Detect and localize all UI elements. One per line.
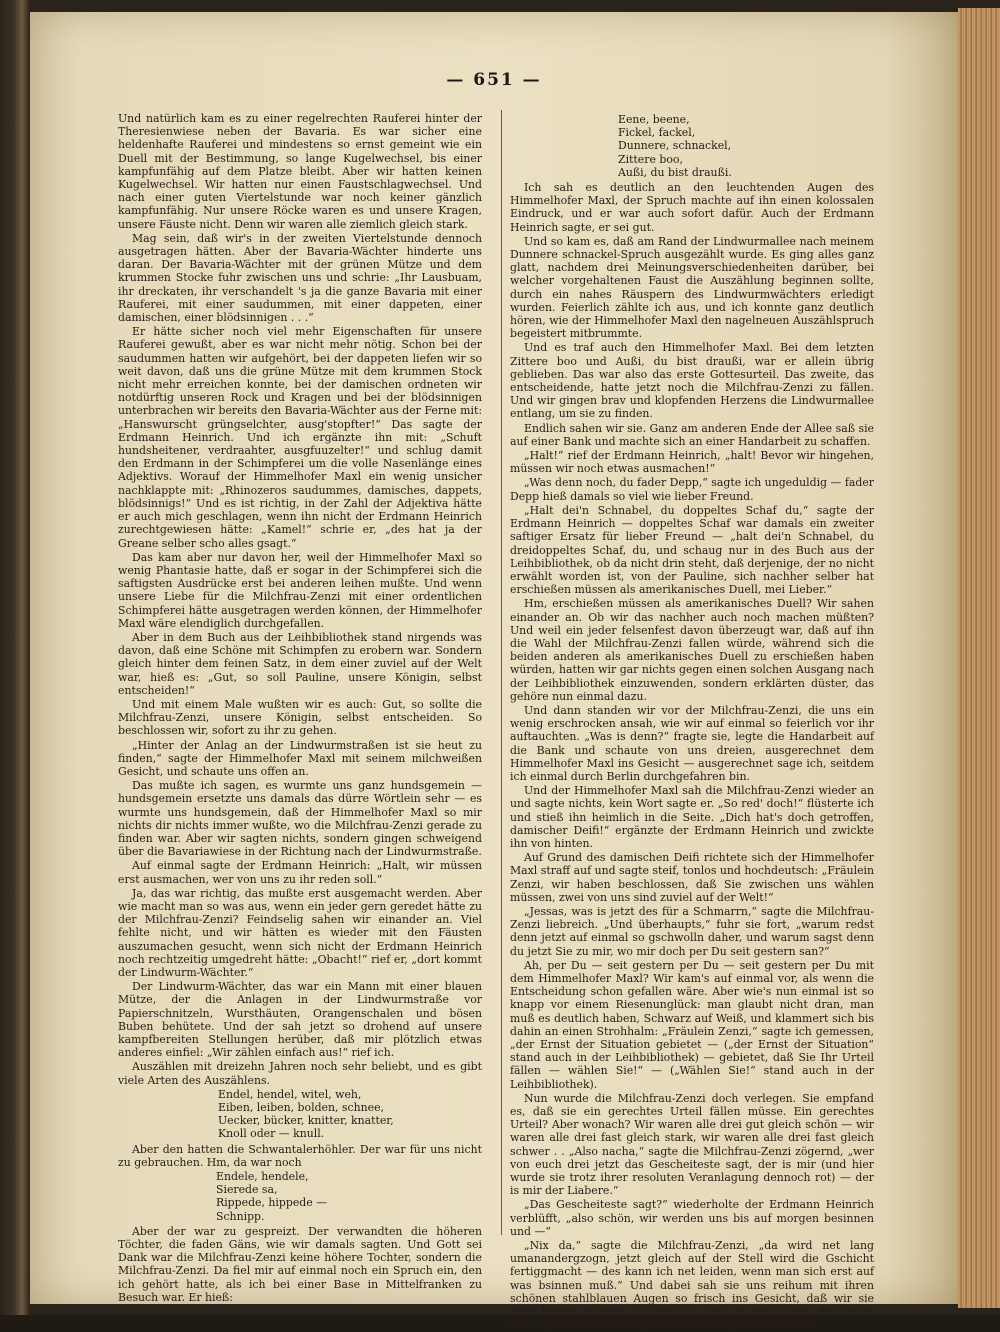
counting-rhyme-3 bbox=[510, 113, 874, 179]
paragraph: „Nix da,“ sagte die Milchfrau-Zenzi, „da wird net lang umanandergzogn, jetzt gleich auf der Stell wird die Gschicht fertiggmacht — des kann ich net leiden, wenn man sich erst auf was bsinnen muß.“ Und dabei sah sie uns reihum mit ihren schönen stahlblauen Augen so frisch ins Gesicht, daß wir sie gern haben mußten, so oder so. Und es war schon der Mühe wert, geschwind etwas gescheites zu sagen, dachte ich. bbox=[510, 1239, 874, 1332]
verse-line: Rippede, hippede — bbox=[216, 1196, 328, 1210]
right-column bbox=[510, 112, 874, 1332]
left-column bbox=[118, 112, 482, 1305]
book-page bbox=[30, 12, 958, 1332]
paragraph: Auf Grund des damischen Deifi richtete sich der Himmelhofer Maxl straff auf und sagte steif, tonlos und hochdeutsch: „Fräulein Zenzi, wir haben beschlossen, daß Sie zwischen uns wählen müssen, zwei von uns sind zuviel auf der Welt!“ bbox=[510, 851, 875, 904]
verse-line: Endel, hendel, witel, weh, bbox=[218, 1087, 362, 1101]
verse-line: Dunnere, schnackel, bbox=[618, 139, 732, 153]
page-stack-edge bbox=[958, 8, 1000, 1308]
verse-line: Zittere boo, bbox=[618, 152, 683, 166]
verse-line: Fickel, fackel, bbox=[618, 126, 696, 140]
paragraph: Nun wurde die Milchfrau-Zenzi doch verlegen. Sie empfand es, daß sie ein gerechtes Urteil fällen müsse. Ein gerechtes Urteil? Aber wonach? Wir waren alle drei gut gleich schön — wir waren alle drei fast gleich stark, wir waren alle drei fast gleich schwer . . „Also nacha,“ sagte die Milchfrau-Zenzi zögernd, „wer von euch drei jetzt das Gescheiteste sagt, der is mir (und hier wurde sie trotz ihrer resoluten Veranlagung dennoch rot) — der is mir der Liabere.“ bbox=[510, 1091, 874, 1198]
paragraph: Das mußte ich sagen, es wurmte uns ganz hundsgemein — hundsgemein ersetzte uns damals das dürre Wörtlein sehr — es wurmte uns hundsgemein, daß der Himmelhofer Maxl so mir nichts dir nichts immer wußte, wo die Milchfrau-Zenzi gerade zu finden war. Aber wir sagten nichts, sondern gingen schweigend über die Bavariawiese in der Richtung nach der Lindwurmstraße. bbox=[118, 779, 482, 859]
verse-line: Eiben, leiben, bolden, schnee, bbox=[218, 1101, 384, 1115]
verse-line: Uecker, bücker, knitter, knatter, bbox=[218, 1114, 394, 1128]
verse-line: Schnipp. bbox=[216, 1209, 265, 1223]
paragraph: Endlich sahen wir sie. Ganz am anderen Ende der Allee saß sie auf einer Bank und machte sich an einer Handarbeit zu schaffen. bbox=[510, 421, 874, 448]
paragraph: Und der Himmelhofer Maxl sah die Milchfrau-Zenzi wieder an und sagte nichts, kein Wort sagte er. „So red' doch!“ flüsterte ich und stieß ihn heimlich in die Seite. „Dich hat's doch getroffen, damischer Deifi!“ ergänzte der Erdmann Heinrich und zwickte ihn von hinten. bbox=[510, 784, 874, 850]
paragraph: Und dann standen wir vor der Milchfrau-Zenzi, die uns ein wenig erschrocken ansah, wie wir auf einmal so feierlich vor ihr auftauchten. „Was is denn?“ fragte sie, legte die Handarbeit auf die Bank und schaute von uns dreien, ausgerechnet dem Himmelhofer Maxl ins Gesicht — ausgerechnet sage ich, seitdem ich einmal durch Berlin durchgefahren bin. bbox=[510, 703, 874, 783]
verse-line: Endele, hendele, bbox=[216, 1170, 309, 1184]
counting-rhyme-2 bbox=[118, 1170, 482, 1223]
paragraph: Mag sein, daß wir's in der zweiten Viertelstunde dennoch ausgetragen hätten. Aber der Bavaria-Wächter hinderte uns daran. Der Bavaria-Wächter mit der grünen Mütze und dem krummen Stocke fuhr zwischen uns und schrie: „Ihr Lausbuam, ihr dreckaten, ihr verschandelt 's ja die ganze Bavaria mit einer Rauferei, mit einer saudummen, mit einer dappeten, einer damischen, einer blödsinnigen . . .“ bbox=[118, 231, 482, 325]
paragraph: Ah, per Du — seit gestern per Du — seit gestern per Du mit dem Himmelhofer Maxl? Wir kam's auf einmal vor, als wenn die Entscheidung schon gefallen wäre. Aber wie's nun einmal ist so knapp vor einem Riesenunglück: man glaubt nicht dran, man muß es deutlich haben, Schwarz auf Weiß, und klammert sich bis dahin an einen Strohhalm: „Fräulein Zenzi,“ sagte ich gemessen, „der Ernst der Situation gebietet — („der Ernst der Situation“ stand auch in der Leihbibliothek) — gebietet, daß Sie Ihr Urteil fällen — wählen Sie!“ — („Wählen Sie!“ stand auch in der Leihbibliothek). bbox=[510, 958, 874, 1091]
counting-rhyme-1 bbox=[118, 1088, 482, 1141]
verse-line: Außi, du bist draußi. bbox=[618, 165, 732, 179]
verse-line: Eene, beene, bbox=[618, 113, 690, 126]
paragraph: „Was denn noch, du fader Depp,“ sagte ich ungeduldig — fader Depp hieß damals so viel wie lieber Freund. bbox=[510, 476, 874, 503]
paragraph: Aber den hatten die Schwantalerhöhler. Der war für uns nicht zu gebrauchen. Hm, da war noch bbox=[118, 1142, 482, 1169]
verse-line: Sierede sa, bbox=[216, 1183, 278, 1197]
paragraph: Und natürlich kam es zu einer regelrechten Rauferei hinter der Theresienwiese neben der Bavaria. Es war sicher eine heldenhafte Rauferei und mindestens so ernst gemeint wie ein Duell mit der Bestimmung, so lange Kugelwechsel, bis einer kampfunfähig auf dem Platze bleibt. Aber wir hatten keinen Kugelwechsel. Wir hatten nur einen Faustschlagwechsel. Und nach einer guten Viertelstunde war noch keiner gänzlich kampfunfähig. Nur unsere Röcke waren es und unsere Kragen, unsere Fäuste nicht. Denn wir waren alle ziemlich gleich stark. bbox=[118, 112, 482, 231]
paragraph: „Halt!“ rief der Erdmann Heinrich, „halt! Bevor wir hingehen, müssen wir noch etwas ausmachen!“ bbox=[510, 449, 874, 476]
paragraph: Das kam aber nur davon her, weil der Himmelhofer Maxl so wenig Phantasie hatte, daß er sogar in der Schimpferei sich die saftigsten Ausdrücke erst bei anderen leihen mußte. Und wenn unsere Liebe für die Milchfrau-Zenzi mit einer ordentlichen Schimpferei hätte ausgetragen werden können, der Himmelhofer Maxl wäre elendiglich durchgefallen. bbox=[118, 550, 482, 630]
paragraph: Der Lindwurm-Wächter, das war ein Mann mit einer blauen Mütze, der die Anlagen in der Lindwurmstraße vor Papierschnitzeln, Wursthäuten, Orangenschalen und bösen Buben behütete. Und der sah jetzt so drohend auf unsere kampfbereiten Stellungen herüber, daß mir plötzlich etwas anderes einfiel: „Wir zählen einfach aus!“ rief ich. bbox=[118, 980, 482, 1060]
paragraph: Und es traf auch den Himmelhofer Maxl. Bei dem letzten Zittere boo und Außi, du bist draußi, war er allein übrig geblieben. Das war also das erste Gottesurteil. Das zweite, das entscheidende, hatte jetzt noch die Milchfrau-Zenzi zu fällen. Und wir gingen brav und klopfenden Herzens die Lindwurmallee entlang, um sie zu finden. bbox=[510, 341, 874, 421]
paragraph: Hm, erschießen müssen als amerikanisches Duell? Wir sahen einander an. Ob wir das nachher auch noch machen müßten? Und weil ein jeder felsenfest davon überzeugt war, daß auf ihn die Wahl der Milchfrau-Zenzi fallen würde, während sich die beiden anderen als amerikanisches Duell zu erschießen haben würden, hatten wir gar nichts gegen einen solchen Ausgang nach der Leihbibliothek einzuwenden, sondern erklärten düster, das gehöre nun einmal dazu. bbox=[510, 597, 874, 703]
paragraph: Ja, das war richtig, das mußte erst ausgemacht werden. Aber wie macht man so was aus, wenn ein jeder gern geredet hätte zu der Milchfrau-Zenzi? Feindselig sahen wir einander an. Viel fehlte nicht, und wir hätten es wieder mit den Fäusten auszumachen gesucht, wenn sich nicht der Erdmann Heinrich noch rechtzeitig umgedreht hätte: „Obacht!“ rief er, „dort kommt der Lindwurm-Wächter.“ bbox=[118, 886, 482, 979]
paragraph: Und mit einem Male wußten wir es auch: Gut, so sollte die Milchfrau-Zenzi, unsere Königin, selbst entscheiden. So beschlossen wir, sofort zu ihr zu gehen. bbox=[118, 697, 482, 738]
paragraph: „Hinter der Anlag an der Lindwurmstraßen ist sie heut zu finden,“ sagte der Himmelhofer Maxl mit seinem milchweißen Gesicht, und schaute uns offen an. bbox=[118, 738, 482, 778]
column-divider bbox=[501, 110, 502, 1235]
page-number: — 651 — bbox=[446, 70, 542, 90]
paragraph: Ich sah es deutlich an den leuchtenden Augen des Himmelhofer Maxl, der Spruch machte auf ihn einen kolossalen Eindruck, und er war auch sofort dafür. Auch der Erdmann Heinrich sagte, er sei gut. bbox=[510, 181, 874, 234]
paragraph: Aber der war zu gespreizt. Der verwandten die höheren Töchter, die faden Gäns, wie wir damals sagten. Und Gott sei Dank war die Milchfrau-Zenzi keine höhere Tochter, sondern die Milchfrau-Zenzi. Da fiel mir auf einmal noch ein Spruch ein, den ich gehört hatte, als ich bei einer Base in Mittelfranken zu Besuch war. Er hieß: bbox=[118, 1224, 482, 1304]
paragraph: Er hätte sicher noch viel mehr Eigenschaften für unsere Rauferei gewußt, aber es war nicht mehr nötig. Schon bei der saudummen hatten wir aufgehört, bei der dappeten liefen wir so weit davon, daß uns die grüne Mütze mit dem krummen Stock nicht mehr erreichen konnte, bei der damischen ordneten wir notdürftig unseren Rock und Kragen und bei der blödsinnigen unterbrachen wir bereits den Bavaria-Wächter aus der Ferne mit: „Hanswurscht grüngselchter, ausg'stopfter!“ Das sagte der Erdmann Heinrich. Und ich ergänzte ihn mit: „Schuft hundsheitener, verdraahter, ausgfuuzelter!“ und schlug damit den Erdmann in der Schimpferei um die volle Nasenlänge eines Adjektivs. Worauf der Himmelhofer Maxl ein wenig unsicher nachklappte mit: „Rhinozeros saudummes, damisches, dappets, blödsinnigs!“ Und es ist richtig, in der Zahl der Adjektiva hätte er auch mich geschlagen, wenn ihn nicht der Erdmann Heinrich zurechtgewiesen hätte: „Kamel!“ schrie er, „des hat ja der Greane selber scho alles gsagt.“ bbox=[118, 325, 482, 550]
paragraph: Und so kam es, daß am Rand der Lindwurmallee nach meinem Dunnere schnackel-Spruch ausgezählt wurde. Es ging alles ganz glatt, nachdem drei Meinungsverschiedenheiten darüber, bei welcher vorgehaltenen Faust die Auszählung beginnen sollte, durch ein nahes Räuspern des Lindwurmwächters erledigt wurden. Feierlich zählte ich aus, und ich konnte ganz deutlich hören, wie der Himmelhofer Maxl den nagelneuen Auszählspruch begeistert mitbrummte. bbox=[510, 234, 874, 341]
paragraph: „Jessas, was is jetzt des für a Schmarrn,“ sagte die Milchfrau-Zenzi liebreich. „Und überhaupts,“ fuhr sie fort, „warum redst denn jetzt auf einmal so gschwolln daher, und warum sagst denn du jetzt Sie zu mir, wo mir doch per Du seit gestern san?“ bbox=[510, 904, 874, 958]
paragraph: „Halt dei'n Schnabel, du doppeltes Schaf du,“ sagte der Erdmann Heinrich — doppeltes Schaf war damals ein zweiter saftiger Ersatz für lieber Freund — „halt dei'n Schnabel, du dreidoppeltes Schaf, du, und schaug nur in des Buch aus der Leihbibliothek, ob da nicht drin steht, daß derjenige, der no nicht erwählt worden ist, von der Pauline, sich nachher selber hat erschießen müssen als amerikanisches Duell, mei Lieber.“ bbox=[510, 503, 874, 597]
verse-line: Knoll oder — knull. bbox=[218, 1127, 325, 1141]
paragraph: Auszählen mit dreizehn Jahren noch sehr beliebt, und es gibt viele Arten des Auszählens. bbox=[118, 1060, 482, 1087]
paragraph: „Das Gescheiteste sagt?“ wiederholte der Erdmann Heinrich verblüfft, „also schön, wir werden uns bis auf morgen besinnen und —“ bbox=[510, 1198, 874, 1238]
paragraph: Aber in dem Buch aus der Leihbibliothek stand nirgends was davon, daß eine Schöne mit Schimpfen zu erobern war. Sondern gleich hinter dem feinen Satz, in dem einer zuviel auf der Welt war, hieß es: „Gut, so soll Pauline, unsere Königin, selbst entscheiden!“ bbox=[118, 630, 482, 697]
paragraph: Auf einmal sagte der Erdmann Heinrich: „Halt, wir müssen erst ausmachen, wer von uns zu ihr reden soll.“ bbox=[118, 859, 482, 886]
